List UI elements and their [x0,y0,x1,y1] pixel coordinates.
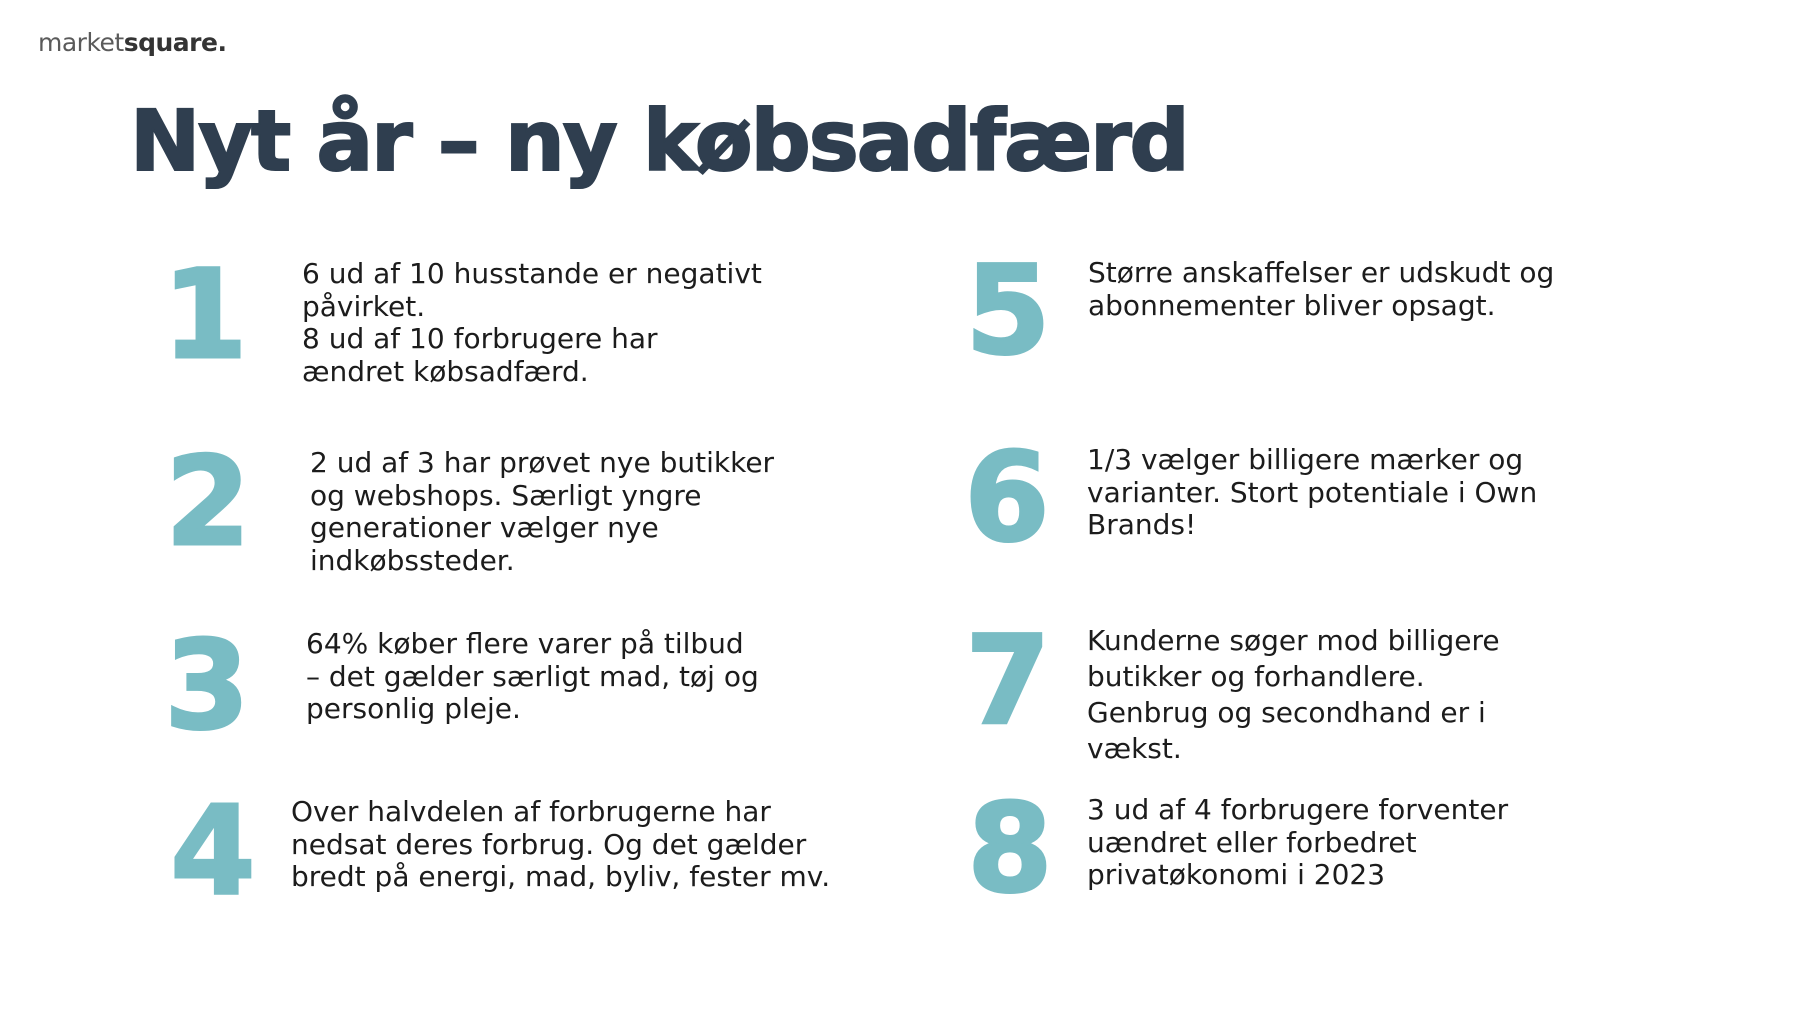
item-number-6: 6 [964,427,1050,569]
item-text-7: Kunderne søger mod billigere butikker og forhandlere. Genbrug og secondhand er i vækst. [1087,624,1500,765]
item-number-7: 7 [965,610,1051,752]
item-text-2: 2 ud af 3 har prøvet nye butikker og webshops. Særligt yngre generationer vælger nye indkøbssteder. [310,446,775,577]
item-number-4: 4 [170,780,256,922]
item-text-1: 6 ud af 10 husstande er negativt påvirket. 8 ud af 10 forbrugere har ændret købsadfærd. [302,257,762,388]
item-number-3: 3 [164,615,250,757]
item-number-5: 5 [965,240,1051,382]
item-number-2: 2 [165,431,251,573]
item-text-5: Større anskaffelser er udskudt og abonnementer bliver opsagt. [1088,256,1555,322]
item-number-8: 8 [967,778,1053,920]
item-text-3: 64% køber flere varer på tilbud – det gælder særligt mad, tøj og personlig pleje. [306,627,759,725]
item-number-1: 1 [162,244,248,386]
brand-logo [38,28,226,57]
logo-text-market: market [38,28,124,57]
item-text-4: Over halvdelen af forbrugerne har nedsat deres forbrug. Og det gælder bredt på energi, mad, byliv, fester mv. [291,795,831,893]
logo-dot: . [217,28,227,57]
item-text-6: 1/3 vælger billigere mærker og varianter. Stort potentiale i Own Brands! [1087,443,1538,541]
logo-text-square: square [123,28,218,57]
page-title: Nyt år – ny købsadfærd [130,92,1188,190]
item-text-8: 3 ud af 4 forbrugere forventer uændret eller forbedret privatøkonomi i 2023 [1087,793,1509,891]
